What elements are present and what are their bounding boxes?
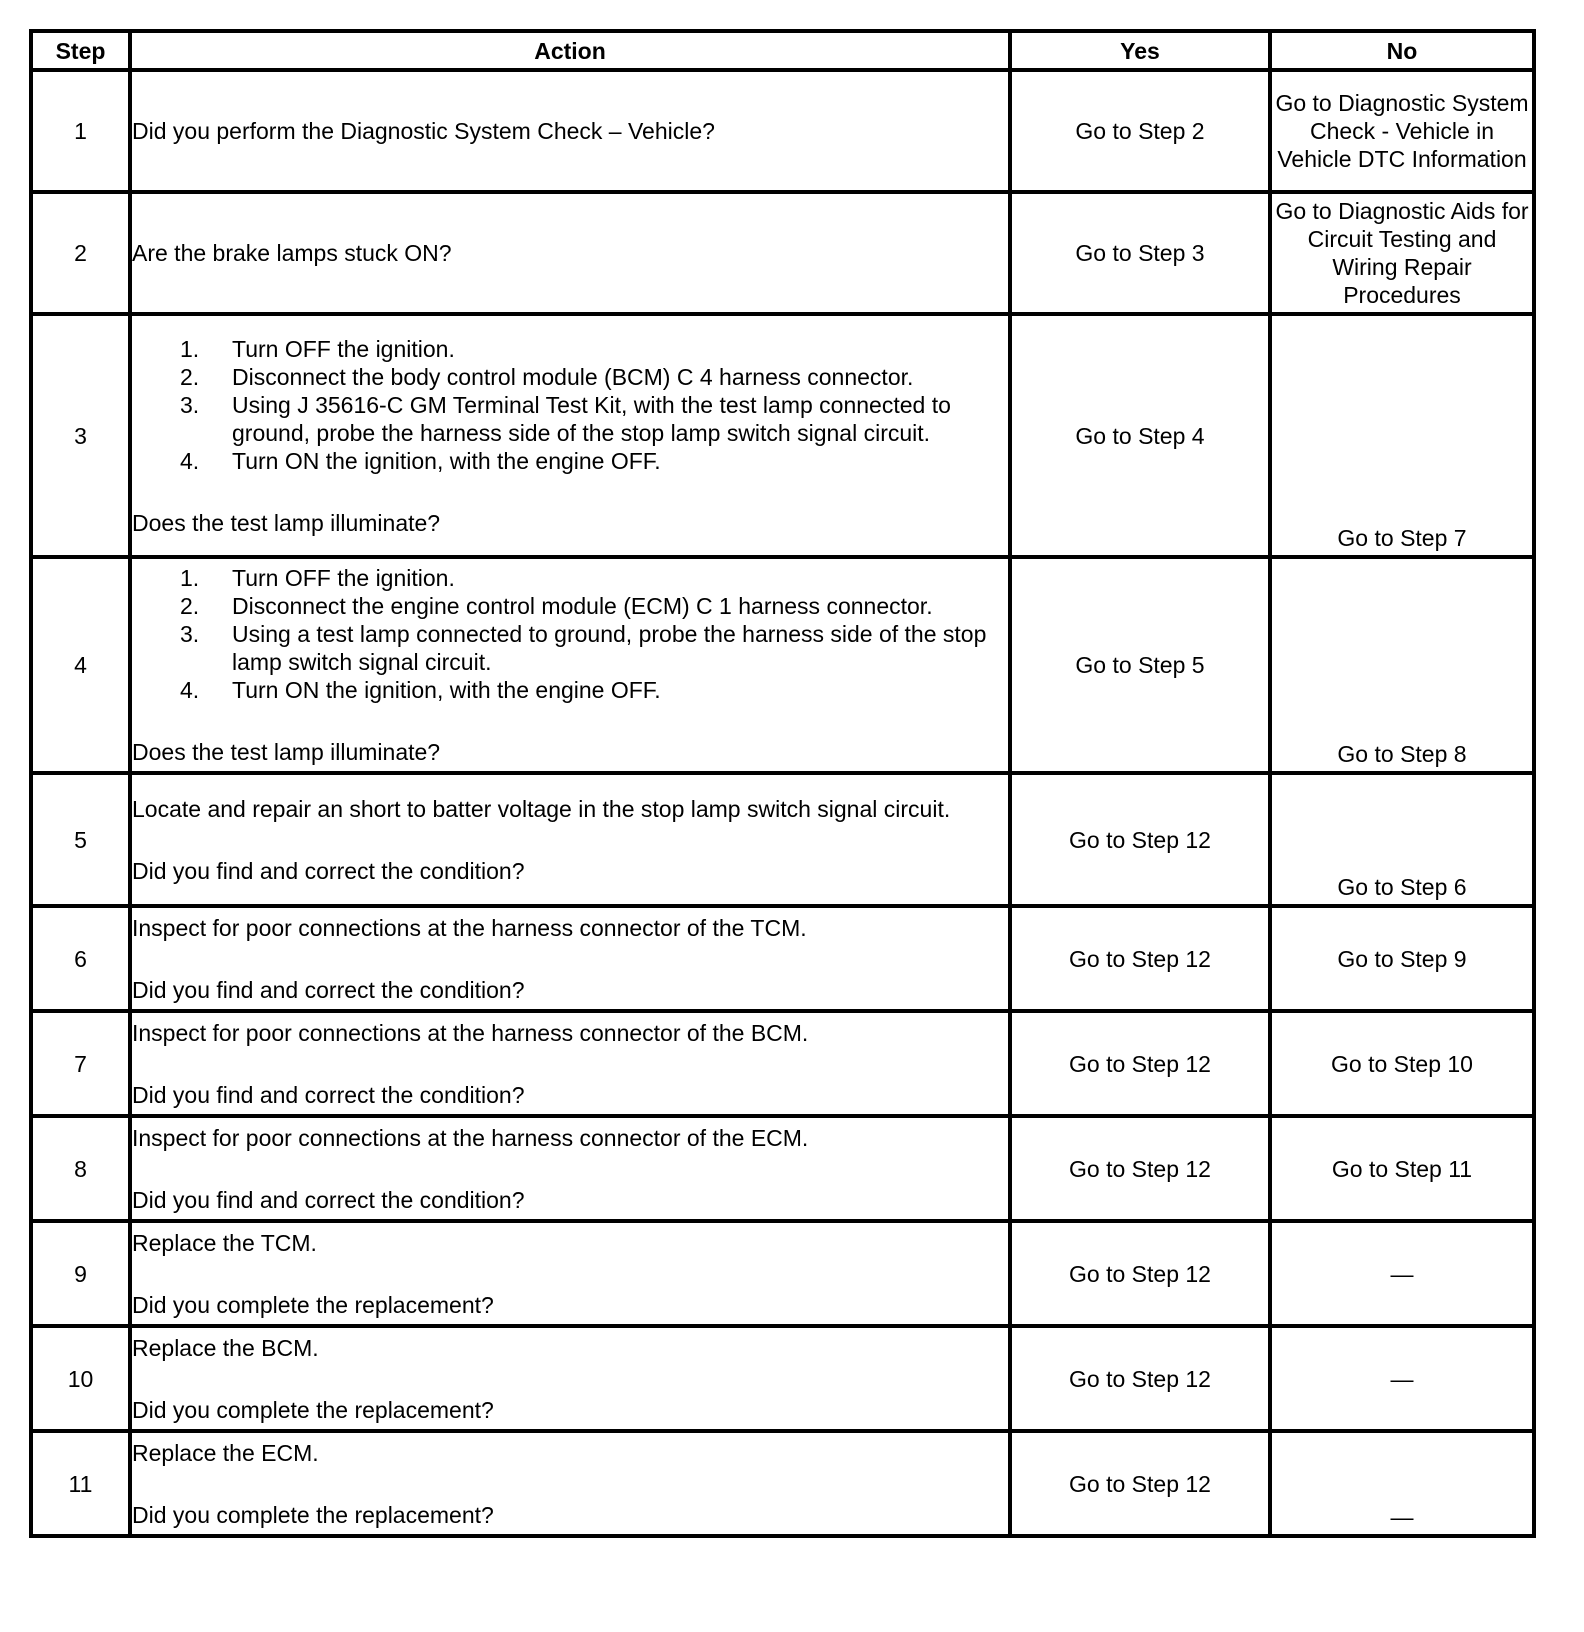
substep-number: 4. — [180, 677, 200, 703]
no-cell: — — [1270, 1431, 1534, 1536]
table-row — [31, 1431, 1534, 1536]
no-cell: Go to Step 10 — [1270, 1011, 1534, 1116]
no-cell: Go to Step 8 — [1270, 557, 1534, 773]
substep-text: Turn OFF the ignition. — [232, 565, 455, 591]
no-cell: Go to Step 7 — [1270, 314, 1534, 557]
table-row — [31, 1221, 1534, 1326]
step-number: 10 — [31, 1326, 130, 1431]
substep-text: Disconnect the body control module (BCM) C 4 harness connector. — [232, 363, 914, 390]
action-question: Did you complete the replacement? — [132, 1291, 494, 1318]
substep-number: 2. — [180, 363, 200, 390]
action-question: Did you find and correct the condition? — [132, 857, 525, 884]
table-row — [31, 70, 1534, 192]
substep-number: 4. — [180, 447, 200, 474]
table-row — [31, 1011, 1534, 1116]
substep-number: 3. — [180, 391, 200, 418]
action-cell — [130, 906, 1010, 1011]
table-row — [31, 314, 1534, 557]
substep-number: 1. — [180, 565, 200, 591]
action-cell — [130, 1326, 1010, 1431]
step-number: 6 — [31, 906, 130, 1011]
substep-number: 1. — [180, 335, 200, 362]
step-number: 7 — [31, 1011, 130, 1116]
action-instruction: Inspect for poor connections at the harness connector of the TCM. — [132, 914, 807, 941]
no-cell: Go to Diagnostic Aids for Circuit Testing and Wiring Repair Procedures — [1270, 192, 1534, 314]
yes-cell: Go to Step 12 — [1010, 1326, 1270, 1431]
header-row — [31, 31, 1534, 70]
step-number: 1 — [31, 70, 130, 192]
action-cell — [130, 1116, 1010, 1221]
substep — [180, 447, 1008, 475]
action-question: Did you find and correct the condition? — [132, 976, 525, 1003]
yes-cell: Go to Step 2 — [1010, 70, 1270, 192]
substep-list — [132, 564, 1008, 704]
no-cell: Go to Diagnostic System Check - Vehicle in Vehicle DTC Information — [1270, 70, 1534, 192]
substep — [180, 363, 1008, 391]
no-cell: Go to Step 6 — [1270, 773, 1534, 906]
yes-cell: Go to Step 12 — [1010, 773, 1270, 906]
step-number: 2 — [31, 192, 130, 314]
action-cell — [130, 773, 1010, 906]
action-question: Did you complete the replacement? — [132, 1396, 494, 1423]
substep-text: Using J 35616-C GM Terminal Test Kit, with the test lamp connected to ground, probe the harness side of the stop lamp switch signal circuit. — [232, 391, 951, 446]
action-instruction: Replace the BCM. — [132, 1334, 319, 1361]
table-row — [31, 557, 1534, 773]
substep-text: Using a test lamp connected to ground, probe the harness side of the stop lamp switch signal circuit. — [232, 621, 987, 675]
substep — [180, 620, 1008, 676]
substep — [180, 391, 1008, 447]
substep — [180, 592, 1008, 620]
yes-cell: Go to Step 12 — [1010, 906, 1270, 1011]
action-question: Did you perform the Diagnostic System Check – Vehicle? — [132, 118, 715, 144]
yes-cell: Go to Step 12 — [1010, 1221, 1270, 1326]
no-cell: Go to Step 11 — [1270, 1116, 1534, 1221]
substep — [180, 335, 1008, 363]
table-row — [31, 1326, 1534, 1431]
yes-cell: Go to Step 12 — [1010, 1431, 1270, 1536]
action-cell — [130, 557, 1010, 773]
no-cell: Go to Step 9 — [1270, 906, 1534, 1011]
substep — [180, 676, 1008, 704]
yes-cell: Go to Step 3 — [1010, 192, 1270, 314]
step-number: 3 — [31, 314, 130, 557]
step-number: 8 — [31, 1116, 130, 1221]
table-row — [31, 1116, 1534, 1221]
step-number: 11 — [31, 1431, 130, 1536]
table-row — [31, 192, 1534, 314]
action-cell — [130, 70, 1010, 192]
substep-text: Turn ON the ignition, with the engine OFF. — [232, 677, 661, 703]
action-question: Did you complete the replacement? — [132, 1501, 494, 1528]
action-question: Does the test lamp illuminate? — [132, 509, 441, 536]
action-question: Are the brake lamps stuck ON? — [132, 240, 452, 266]
action-cell — [130, 314, 1010, 557]
yes-cell: Go to Step 12 — [1010, 1116, 1270, 1221]
yes-cell: Go to Step 12 — [1010, 1011, 1270, 1116]
action-cell — [130, 1431, 1010, 1536]
action-instruction: Replace the ECM. — [132, 1439, 319, 1466]
header-action: Action — [130, 31, 1010, 70]
substep-text: Disconnect the engine control module (ECM) C 1 harness connector. — [232, 593, 933, 619]
step-number: 4 — [31, 557, 130, 773]
action-question: Does the test lamp illuminate? — [132, 739, 441, 765]
substep-number: 2. — [180, 593, 200, 619]
no-cell: — — [1270, 1221, 1534, 1326]
substep — [180, 564, 1008, 592]
header-step: Step — [31, 31, 130, 70]
substep-list — [132, 335, 1008, 475]
table-row — [31, 906, 1534, 1011]
action-instruction: Replace the TCM. — [132, 1229, 317, 1256]
substep-number: 3. — [180, 621, 200, 647]
header-no: No — [1270, 31, 1534, 70]
substep-text: Turn OFF the ignition. — [232, 335, 455, 362]
action-cell — [130, 1221, 1010, 1326]
action-cell — [130, 192, 1010, 314]
action-question: Did you find and correct the condition? — [132, 1081, 525, 1108]
action-question: Did you find and correct the condition? — [132, 1186, 525, 1213]
table-row — [31, 773, 1534, 906]
action-instruction: Inspect for poor connections at the harness connector of the ECM. — [132, 1124, 809, 1151]
action-cell — [130, 1011, 1010, 1116]
yes-cell: Go to Step 4 — [1010, 314, 1270, 557]
header-yes: Yes — [1010, 31, 1270, 70]
no-cell: — — [1270, 1326, 1534, 1431]
yes-cell: Go to Step 5 — [1010, 557, 1270, 773]
diagnostic-table — [29, 29, 1536, 1538]
action-instruction: Inspect for poor connections at the harness connector of the BCM. — [132, 1019, 809, 1046]
action-instruction: Locate and repair an short to batter voltage in the stop lamp switch signal circuit. — [132, 795, 951, 822]
step-number: 5 — [31, 773, 130, 906]
substep-text: Turn ON the ignition, with the engine OFF. — [232, 447, 661, 474]
step-number: 9 — [31, 1221, 130, 1326]
